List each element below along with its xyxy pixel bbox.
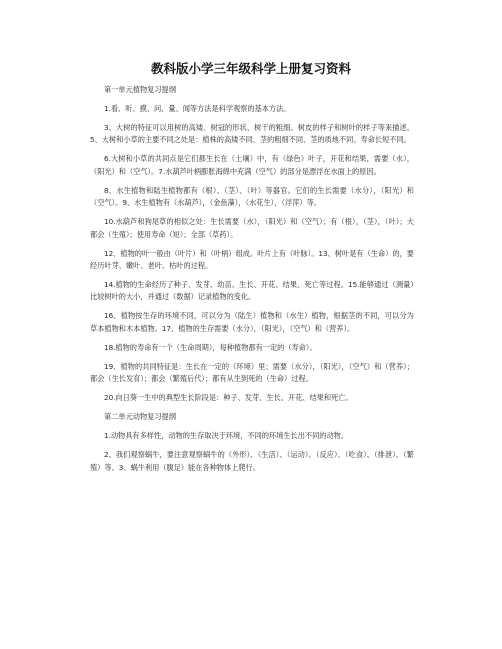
section-heading-animals: 第二单元动物复习提纲 xyxy=(104,412,176,422)
paragraph: 18.植物的寿命有一个（生命周期），每种植物都有一定的（寿命）。 xyxy=(104,342,317,352)
paragraph: 2、我们观察蜗牛，要注意观察蜗牛的（外形）、（生活）、（运动）、（反应）、（吃食）、（排泄）、（繁殖）等。3、蜗牛利用（腹足）能在各种物体上爬行。 xyxy=(90,450,414,472)
paragraph: 1.动物具有多样性，动物的生存取决于环境，不同的环境生长出不同的动物。 xyxy=(104,431,349,441)
document-title: 教科版小学三年级科学上册复习资料 xyxy=(150,61,351,76)
paragraph: 14.植物的生命经历了种子、发芽、幼苗、生长、开花、结果、死亡等过程。15.能够通过（测量）比较树叶的大小，并通过（数据）记录植物的变化。 xyxy=(90,280,414,302)
document-body xyxy=(90,84,414,481)
paragraph: 1.看、听、摸、问、量、闻等方法是科学观察的基本方法。 xyxy=(104,104,291,113)
section-heading-plants: 第一单元植物复习提纲 xyxy=(104,85,176,94)
paragraph: 19、植物的共同特征是：生长在一定的（环境）里；需要（水分），（阳光），（空气）和（营养）；都会（生长发育）；都会（繁殖后代）；都有从生到死的（生命）过程。 xyxy=(90,361,414,384)
paragraph: 3、大树的特征可以用树的高矮、树冠的形状、树干的粗细、树皮的样子和树叶的样子等来描述。5、大树和小草的主要不同之处是：植株的高矮不同、茎的粗细不同、茎的质地不同、寿命长短不同。 xyxy=(90,123,414,145)
paragraph: 20.向日葵一生中的典型生长阶段是：种子、发芽、生长、开花、结果和死亡。 xyxy=(104,393,353,403)
paragraph: 10.水葫芦和狗尾草的相似之处：生长需要（水），（阳光）和（空气）；有（根），（茎），（叶）；大都会（生殖）；使用寿命（短）；全部（草药）。 xyxy=(90,217,414,239)
paragraph: 16、植物按生存的环境不同，可以分为（陆生）植物和（水生）植物，根据茎的不同，可以分为草本植物和木本植物。17、植物的生存需要（水分），（阳光），（空气）和（营养）。 xyxy=(90,311,414,333)
paragraph: 12、植物的叶一般由（叶片）和（叶柄）组成。叶片上有（叶脉）。13、树叶是有（生命）的，要经历叶芽、嫩叶、老叶、枯叶的过程。 xyxy=(90,248,414,271)
paragraph: 6.大树和小草的共同点是它们都生长在（土壤）中，有（绿色）叶子，开花和结果，需要（水），（阳光）和（空气）。7.水葫芦叶柄膨胀海绵中充满（空气）的部分是漂浮在水面上的原因。 xyxy=(90,154,414,176)
paragraph: 8、水生植物和陆生植物都有（根）、（茎）、（叶）等器官。它们的生长需要（水分），（阳光）和（空气）。9、水生植物有（水葫芦），（金鱼藻），（水花生），（浮萍）等。 xyxy=(90,185,414,208)
